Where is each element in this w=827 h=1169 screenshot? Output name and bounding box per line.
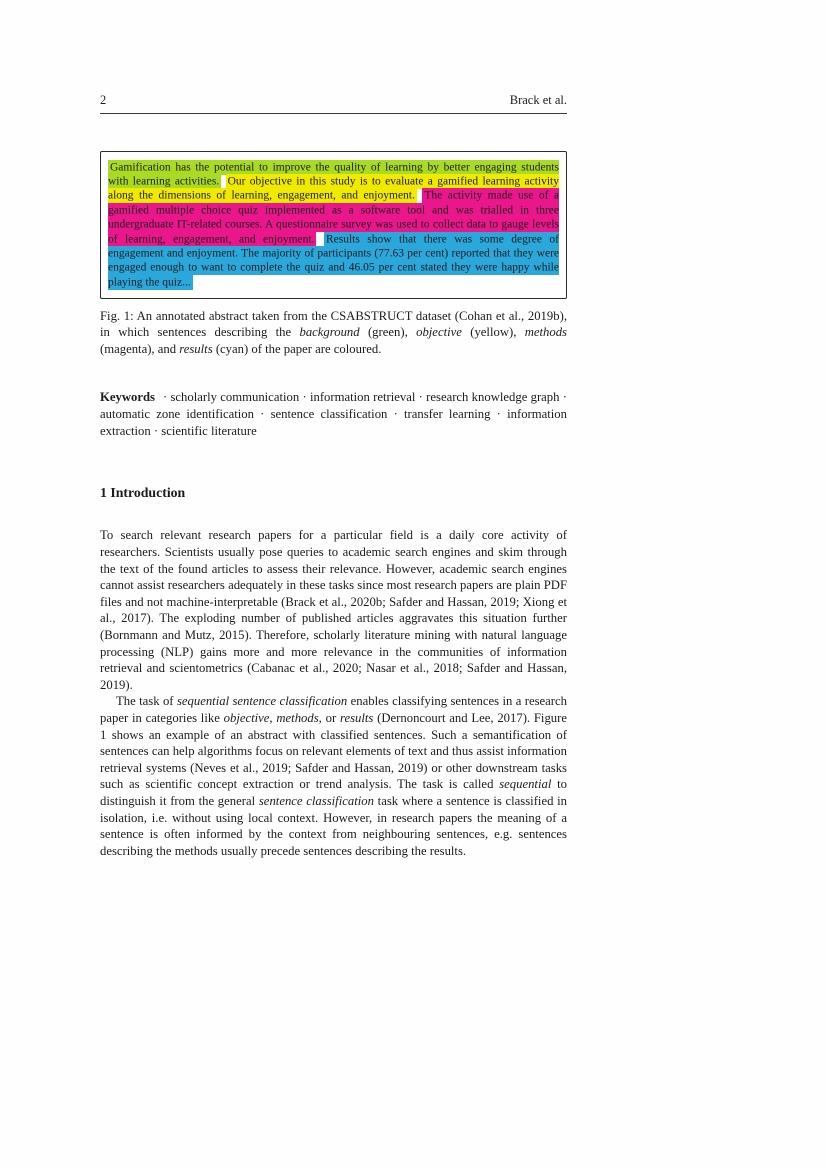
keywords-list: · scholarly communication · information retrieval · research knowledge graph · automatic zone identification · sentence classification · transfer learning · information extraction · scientific literature bbox=[100, 390, 567, 438]
abstract-sentence-objective: Our objective in this study is to evaluate a gamified learning activity along the dimensions of learning, engagement, and enjoyment. bbox=[108, 175, 560, 202]
text-segment: results bbox=[339, 710, 374, 725]
text-segment: , or bbox=[318, 710, 340, 725]
text-segment: (magenta), and bbox=[100, 342, 180, 357]
keywords-label: Keywords bbox=[100, 390, 155, 405]
paragraph-2 bbox=[100, 693, 567, 859]
text-segment: to distinguish it from the general bbox=[100, 777, 567, 808]
text-segment: methods bbox=[276, 710, 319, 725]
text-segment: background bbox=[299, 325, 360, 340]
text-segment: , bbox=[269, 710, 277, 725]
text-segment: (cyan) of the paper are coloured. bbox=[212, 342, 382, 357]
text-segment: Fig. 1: An annotated abstract taken from the CSABSTRUCT dataset (Cohan et al., 2019b), in which sentences describing the bbox=[100, 308, 567, 340]
text-segment: (Dernoncourt and Lee, 2017). Figure 1 shows an example of an abstract with classified sentences. Such a semantification of sentences can help algorithms focus on relevant elements of text and thus assist information retrieval systems (Neves et al., 2019; Safder and Hassan, 2019) or other downstream tasks such as scientific concept extraction or trend analysis. The task is called bbox=[100, 710, 568, 792]
text-segment: enables classifying sentences in a research paper in categories like bbox=[100, 694, 568, 725]
figure-1-caption bbox=[100, 308, 567, 358]
introduction-body bbox=[100, 527, 567, 859]
paragraph-1 bbox=[100, 527, 567, 693]
text-column bbox=[100, 93, 567, 859]
text-segment: To search relevant research papers for a particular field is a daily core activity of researchers. Scientists usually pose queries to academic search engines and skim through the text of the found articles to assess their relevance. However, academic search engines cannot assist researchers adequately in these tasks since most research papers are plain PDF files and not machine-interpretable (Brack et al., 2020b; Safder and Hassan, 2019; Xiong et al., 2017). The exploding number of published articles aggravates this situation further (Bornmann and Mutz, 2015). Therefore, scholarly literature mining with natural language processing (NLP) gains more and more relevance in the communities of information retrieval and scientometrics (Cabanac et al., 2020; Nasar et al., 2018; Safder and Hassan, 2019). bbox=[100, 528, 567, 692]
text-segment: task where a sentence is classified in isolation, i.e. without using local context. However, in research papers the meaning of a sentence is often informed by the context from neighbouring sentences, e.g. sentences describing the methods usually precede sentences describing the results. bbox=[100, 793, 568, 858]
text-segment: results bbox=[179, 342, 213, 357]
text-segment: sequential bbox=[499, 777, 552, 792]
page-number: 2 bbox=[100, 93, 107, 107]
abstract-sentence-methods: The activity made use of a gamified multiple choice quiz implemented as a software tool and was trialled in three undergraduate IT-related courses. A questionnaire survey was used to collect data to gauge levels of learning, engagement, and enjoyment. bbox=[108, 189, 559, 246]
keywords-line bbox=[100, 389, 567, 439]
text-segment: sentence classification bbox=[258, 793, 374, 808]
abstract-sentence-results: Results show that there was some degree of engagement and enjoyment. The majority of participants (77.63 per cent) reported that they were engaged enough to want to complete the quiz and 46.05 per cent stated they were happy while playing the quiz... bbox=[108, 233, 559, 289]
section-heading-introduction: 1 Introduction bbox=[100, 485, 186, 501]
text-segment: The task of bbox=[116, 694, 177, 709]
text-segment: (green), bbox=[359, 325, 417, 340]
text-segment: sequential sentence classification bbox=[176, 694, 348, 709]
running-author: Brack et al. bbox=[509, 93, 567, 107]
running-header bbox=[100, 93, 567, 114]
text-segment: methods bbox=[524, 325, 567, 340]
abstract-sentence-background: Gamification has the potential to improve the quality of learning by better engaging students with learning activities. bbox=[108, 161, 559, 188]
figure-abstract bbox=[108, 160, 559, 290]
text-segment: (yellow), bbox=[461, 325, 525, 340]
text-segment: objective bbox=[416, 325, 462, 340]
figure-1-box bbox=[100, 151, 567, 299]
text-segment: objective bbox=[223, 710, 270, 725]
